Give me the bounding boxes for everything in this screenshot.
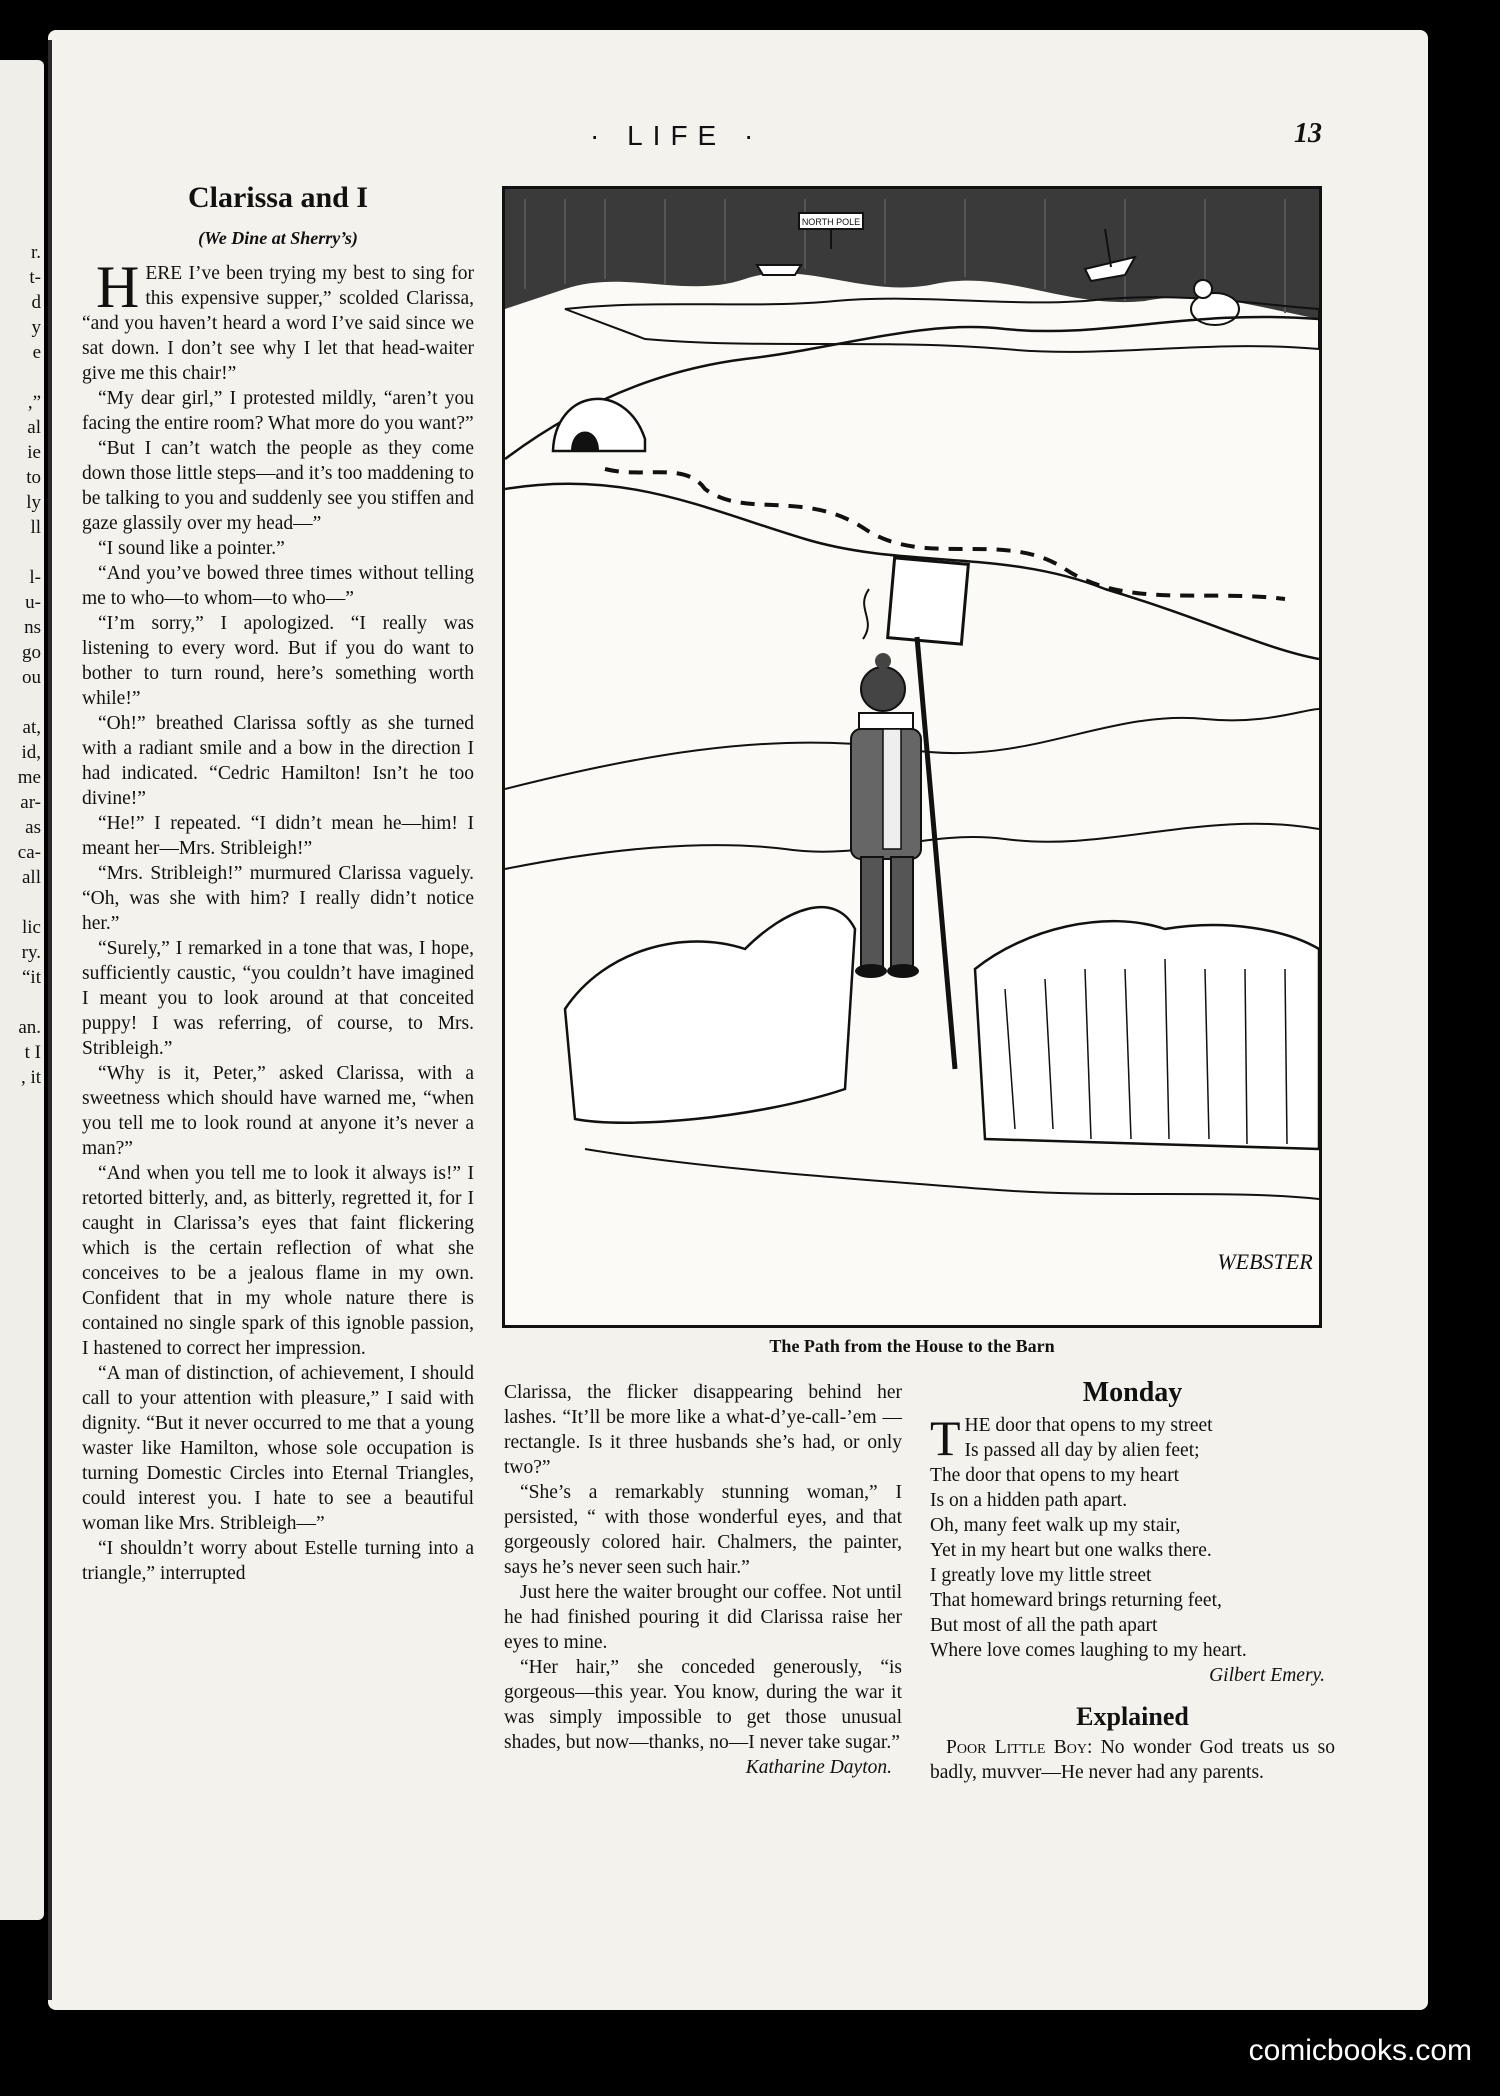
facing-page-text-fragment: ll — [30, 517, 41, 538]
article-paragraph: “Oh!” breathed Clarissa softly as she turned with a radiant smile and a bow in the direction I had indicated. “Cedric Hamilton! Isn’t he too divine!” — [82, 713, 474, 809]
facing-page-text-fragment: d — [31, 292, 41, 313]
article-paragraph: “He!” I repeated. “I didn’t mean he—him! I meant her—Mrs. Stribleigh!” — [82, 813, 474, 859]
facing-page-text-fragment: ar- — [20, 792, 41, 813]
facing-page-text-fragment: me — [17, 767, 41, 788]
poem-line: The door that opens to my heart — [930, 1465, 1180, 1486]
article-paragraph: “A man of distinction, of achievement, I should call to your attention with pleasure,” I said with dignity. “But it never occurred to me that a young waster like Hamilton, whose sole occupation is turning Domestic Circles into Eternal Triangles, could interest you. I hate to see a beautiful woman like Mrs. Stribleigh—” — [82, 1363, 474, 1534]
article-paragraph: “Surely,” I remarked in a tone that was, I hope, sufficiently caustic, “you couldn’t have imagined I meant you to look around at that conceited puppy! I was referring, of course, to Mrs. Stribleigh.” — [82, 938, 474, 1059]
article-paragraph: “Her hair,” she conceded generously, “is gorgeous—this year. You know, during the war it was simply impossible to get those unusual shades, but now—thanks, no—I never take sugar.” — [504, 1657, 902, 1753]
facing-page-text-fragment: lic — [22, 917, 41, 938]
facing-page-edge — [0, 60, 44, 1920]
facing-page-text-fragment: ,” — [27, 392, 41, 413]
facing-page-text-fragment: “it — [22, 967, 41, 988]
poem-line: But most of all the path apart — [930, 1615, 1158, 1636]
poem-column — [930, 1377, 1335, 1785]
poem-line: Yet in my heart but one walks there. — [930, 1540, 1212, 1561]
artist-signature: WEBSTER — [1217, 1249, 1313, 1274]
poem-line: Is on a hidden path apart. — [930, 1490, 1128, 1511]
facing-page-text-fragment: e — [32, 342, 41, 363]
poem-line: I greatly love my little street — [930, 1565, 1152, 1586]
facing-page-text-fragment: r. — [30, 242, 41, 263]
facing-page-text-fragment: an. — [18, 1017, 41, 1038]
article-paragraph: “But I can’t watch the people as they come down those little steps—and it’s too maddening to be talking to you and suddenly see you stiffen and gaze glassily over my head—” — [82, 438, 474, 534]
facing-page-text-fragment: at, — [22, 717, 41, 738]
running-head: · LIFE · — [590, 120, 764, 151]
igloo — [553, 399, 645, 451]
article-paragraph: “Mrs. Stribleigh!” murmured Clarissa vaguely. “Oh, was she with him? I really didn’t notice her.” — [82, 863, 474, 934]
poem-line: That homeward brings returning feet, — [930, 1590, 1222, 1611]
article-paragraph: HERE I’ve been trying my best to sing for this expensive supper,” scolded Clarissa, “and you haven’t heard a word I’ve said since we sat down. I don’t see why I let that head-waiter give me this chair!” — [82, 254, 474, 384]
article-column-1 — [82, 178, 474, 1586]
facing-page-text-fragment: l- — [29, 567, 41, 588]
article-author: Katharine Dayton. — [745, 1757, 892, 1778]
facing-page-text-fragment: id, — [21, 742, 41, 763]
facing-page-text-fragment: u- — [25, 592, 41, 613]
facing-page-text-fragment: ca- — [17, 842, 41, 863]
article-paragraph: “I’m sorry,” I apologized. “I really was listening to every word. But if you do want to bother to turn round, here’s something worth while!” — [82, 613, 474, 709]
sign-text: NORTH POLE — [801, 217, 861, 227]
page-gutter — [48, 40, 52, 2000]
poem-line: Is passed all day by alien feet; — [964, 1440, 1200, 1461]
article-subtitle: (We Dine at Sherry’s) — [198, 228, 358, 248]
cartoon-drawing — [505, 189, 1319, 1325]
facing-page-text-fragment: all — [22, 867, 41, 888]
article-paragraph: Clarissa, the flicker disappearing behind her lashes. “It’ll be more like a what-d’ye-call-’em — rectangle. Is it three husbands she’s had, or only two?” — [504, 1382, 902, 1478]
facing-page-text-fragment: ly — [26, 492, 41, 513]
facing-page-text-fragment: go — [22, 642, 41, 663]
ship — [757, 265, 801, 275]
cartoon-illustration — [502, 186, 1322, 1328]
article-column-2 — [504, 1380, 902, 1780]
article-paragraph: “And when you tell me to look it always is!” I retorted bitterly, and, as bitterly, regretted it, for I caught in Clarissa’s eyes that faint flickering which is the certain reflection of what she conceives to be a jealous flame in my own. Confident that in my whole nature there is contained no single spark of this ignoble passion, I hastened to correct her impression. — [82, 1163, 474, 1359]
facing-page-text-fragment: t I — [24, 1042, 41, 1063]
joke-speaker: Poor Little Boy: — [946, 1737, 1093, 1758]
article-paragraph: “Why is it, Peter,” asked Clarissa, with a sweetness which should have warned me, “when you tell me to look round at anyone it’s never a man?” — [82, 1063, 474, 1159]
facing-page-text-fragment: , it — [20, 1067, 41, 1088]
watermark: comicbooks.com — [1248, 2034, 1472, 2067]
facing-page-text-fragment: to — [26, 467, 41, 488]
article-paragraph: Just here the waiter brought our coffee. Not until he had finished pouring it did Clarissa raise her eyes to mine. — [504, 1582, 902, 1653]
poem-line: THE door that opens to my street — [930, 1410, 1213, 1466]
drop-cap: T — [930, 1410, 961, 1466]
article-paragraph: “I sound like a pointer.” — [98, 538, 285, 559]
article-paragraph: “And you’ve bowed three times without telling me to who—to whom—to who—” — [82, 563, 474, 609]
poem-title: Monday — [1082, 1377, 1183, 1408]
article-paragraph: “She’s a remarkably stunning woman,” I persisted, “ with those wonderful eyes, and that gorgeously colored hair. Chalmers, the painter, says he’s never seen such hair.” — [504, 1482, 902, 1578]
snow-shovel — [888, 558, 969, 644]
article-title: Clarissa and I — [187, 181, 369, 214]
facing-page-text-fragment: al — [27, 417, 41, 438]
article-paragraph: “I shouldn’t worry about Estelle turning into a triangle,” interrupted — [82, 1538, 474, 1584]
poem-line: Where love comes laughing to my heart. — [930, 1640, 1247, 1661]
joke-title: Explained — [1076, 1702, 1189, 1731]
article-paragraph: “My dear girl,” I protested mildly, “aren’t you facing the entire room? What more do you want?” — [82, 388, 474, 434]
facing-page-text-fragment: ie — [27, 442, 41, 463]
poem-line: Oh, many feet walk up my stair, — [930, 1515, 1181, 1536]
facing-page-text-fragment: ry. — [21, 942, 41, 963]
facing-page-text-fragment: t- — [29, 267, 41, 288]
poem-body — [930, 1410, 1335, 1688]
page-number: 13 — [1294, 118, 1322, 149]
cartoon-caption: The Path from the House to the Barn — [769, 1336, 1055, 1356]
facing-page-text-fragment: y — [31, 317, 41, 338]
facing-page-text-fragment: as — [25, 817, 41, 838]
poem-author: Gilbert Emery. — [1209, 1665, 1325, 1686]
joke-text: Poor Little Boy: No wonder God treats us so badly, muvver—He never had any parents. — [930, 1737, 1335, 1783]
facing-page-text-fragment: ou — [22, 667, 41, 688]
boy-figure — [851, 653, 921, 978]
drop-cap: H — [96, 254, 140, 320]
facing-page-text-fragment: ns — [24, 617, 41, 638]
